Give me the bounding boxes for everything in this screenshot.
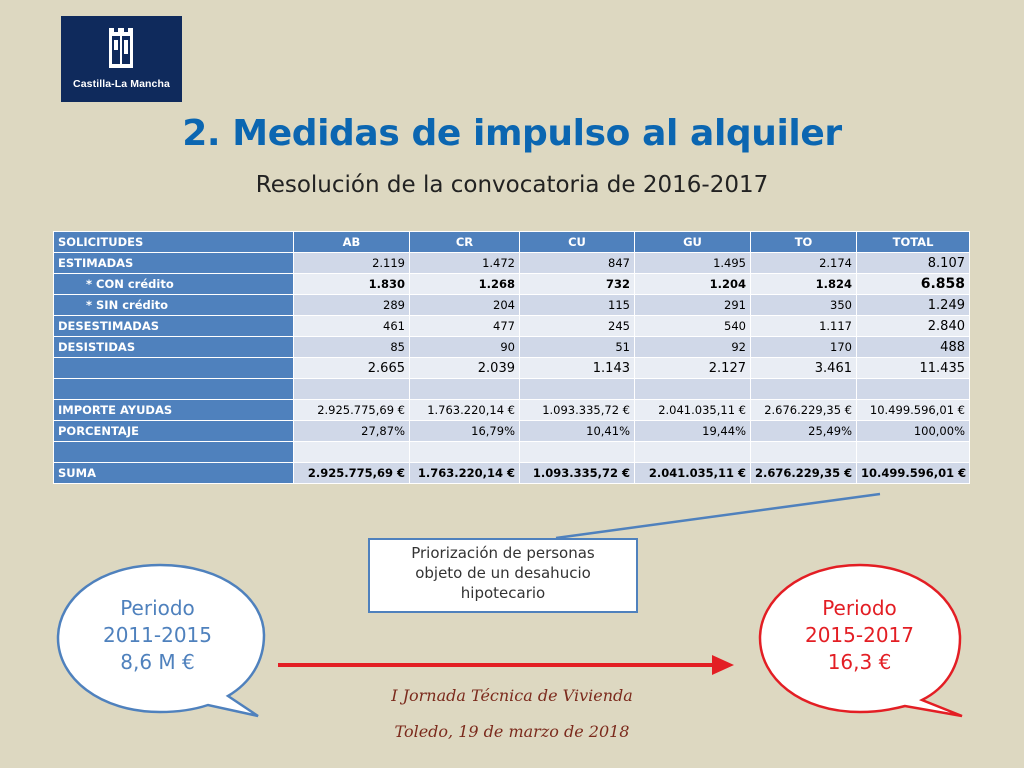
cell: 540 bbox=[635, 316, 751, 337]
cell: 10.499.596,01 € bbox=[857, 463, 970, 484]
callout-line: objeto de un desahucio bbox=[415, 564, 591, 582]
callout-box bbox=[368, 538, 638, 613]
page-subtitle: Resolución de la convocatoria de 2016-2017 bbox=[255, 172, 769, 198]
cell: 1.093.335,72 € bbox=[520, 400, 635, 421]
cell: 2.039 bbox=[410, 358, 520, 379]
cell: 1.763.220,14 € bbox=[410, 400, 520, 421]
cell: 2.676.229,35 € bbox=[751, 400, 857, 421]
page-title: 2. Medidas de impulso al alquiler bbox=[182, 113, 842, 154]
row-label: PORCENTAJE bbox=[54, 421, 294, 442]
cell: 291 bbox=[635, 295, 751, 316]
bubble-left-line: 8,6 M € bbox=[120, 650, 195, 674]
cell: 1.268 bbox=[410, 274, 520, 295]
cell: 170 bbox=[751, 337, 857, 358]
cell: 1.117 bbox=[751, 316, 857, 337]
header-cell: CU bbox=[520, 232, 635, 253]
cell: 1.143 bbox=[520, 358, 635, 379]
cell: 477 bbox=[410, 316, 520, 337]
cell: 115 bbox=[520, 295, 635, 316]
cell: 289 bbox=[294, 295, 410, 316]
cell: 2.676.229,35 € bbox=[751, 463, 857, 484]
callout-line: Priorización de personas bbox=[411, 544, 595, 562]
header-cell: SOLICITUDES bbox=[54, 232, 294, 253]
cell: 92 bbox=[635, 337, 751, 358]
cell: 488 bbox=[857, 337, 970, 358]
cell: 10,41% bbox=[520, 421, 635, 442]
cell: 1.830 bbox=[294, 274, 410, 295]
cell: 25,49% bbox=[751, 421, 857, 442]
bubble-right-line: Periodo bbox=[822, 596, 897, 620]
row-label: ESTIMADAS bbox=[54, 253, 294, 274]
header-cell: TO bbox=[751, 232, 857, 253]
bubble-right-text bbox=[772, 595, 947, 676]
row-label: * SIN crédito bbox=[54, 295, 294, 316]
cell: 2.925.775,69 € bbox=[294, 400, 410, 421]
row-label: DESISTIDAS bbox=[54, 337, 294, 358]
cell: 3.461 bbox=[751, 358, 857, 379]
cell: 732 bbox=[520, 274, 635, 295]
bubble-right-line: 16,3 € bbox=[827, 650, 892, 674]
cell: 1.204 bbox=[635, 274, 751, 295]
cell: 2.925.775,69 € bbox=[294, 463, 410, 484]
footer-event: I Jornada Técnica de Vivienda bbox=[391, 686, 633, 705]
cell: 461 bbox=[294, 316, 410, 337]
row-label: * CON crédito bbox=[54, 274, 294, 295]
logo-text: Castilla-La Mancha bbox=[73, 78, 170, 90]
header-cell: GU bbox=[635, 232, 751, 253]
row-label: DESESTIMADAS bbox=[54, 316, 294, 337]
cell: 11.435 bbox=[857, 358, 970, 379]
cell: 2.840 bbox=[857, 316, 970, 337]
period-arrow-head bbox=[712, 655, 734, 675]
cell: 2.665 bbox=[294, 358, 410, 379]
header-cell: CR bbox=[410, 232, 520, 253]
cell: 2.174 bbox=[751, 253, 857, 274]
cell: 2.041.035,11 € bbox=[635, 463, 751, 484]
cell: 1.249 bbox=[857, 295, 970, 316]
cell: 19,44% bbox=[635, 421, 751, 442]
cell: 100,00% bbox=[857, 421, 970, 442]
cell: 10.499.596,01 € bbox=[857, 400, 970, 421]
cell: 2.041.035,11 € bbox=[635, 400, 751, 421]
cell: 90 bbox=[410, 337, 520, 358]
cell: 2.127 bbox=[635, 358, 751, 379]
cell: 1.093.335,72 € bbox=[520, 463, 635, 484]
cell: 1.763.220,14 € bbox=[410, 463, 520, 484]
cell: 16,79% bbox=[410, 421, 520, 442]
cell: 8.107 bbox=[857, 253, 970, 274]
bubble-left-line: 2011-2015 bbox=[102, 623, 212, 647]
cell: 1.495 bbox=[635, 253, 751, 274]
row-label: SUMA bbox=[54, 463, 294, 484]
cell: 1.472 bbox=[410, 253, 520, 274]
header-cell: AB bbox=[294, 232, 410, 253]
header-cell: TOTAL bbox=[857, 232, 970, 253]
cell: 2.119 bbox=[294, 253, 410, 274]
cell: 51 bbox=[520, 337, 635, 358]
cell: 350 bbox=[751, 295, 857, 316]
callout-pointer-line bbox=[556, 494, 880, 538]
bubble-left-text bbox=[70, 595, 245, 676]
cell: 6.858 bbox=[857, 274, 970, 295]
row-label: IMPORTE AYUDAS bbox=[54, 400, 294, 421]
cell: 1.824 bbox=[751, 274, 857, 295]
bubble-left-line: Periodo bbox=[120, 596, 195, 620]
cell: 245 bbox=[520, 316, 635, 337]
cell: 847 bbox=[520, 253, 635, 274]
cell: 204 bbox=[410, 295, 520, 316]
footer-date: Toledo, 19 de marzo de 2018 bbox=[394, 722, 630, 741]
bubble-right-line: 2015-2017 bbox=[804, 623, 914, 647]
callout-line: hipotecario bbox=[460, 584, 546, 602]
cell: 85 bbox=[294, 337, 410, 358]
cell: 27,87% bbox=[294, 421, 410, 442]
